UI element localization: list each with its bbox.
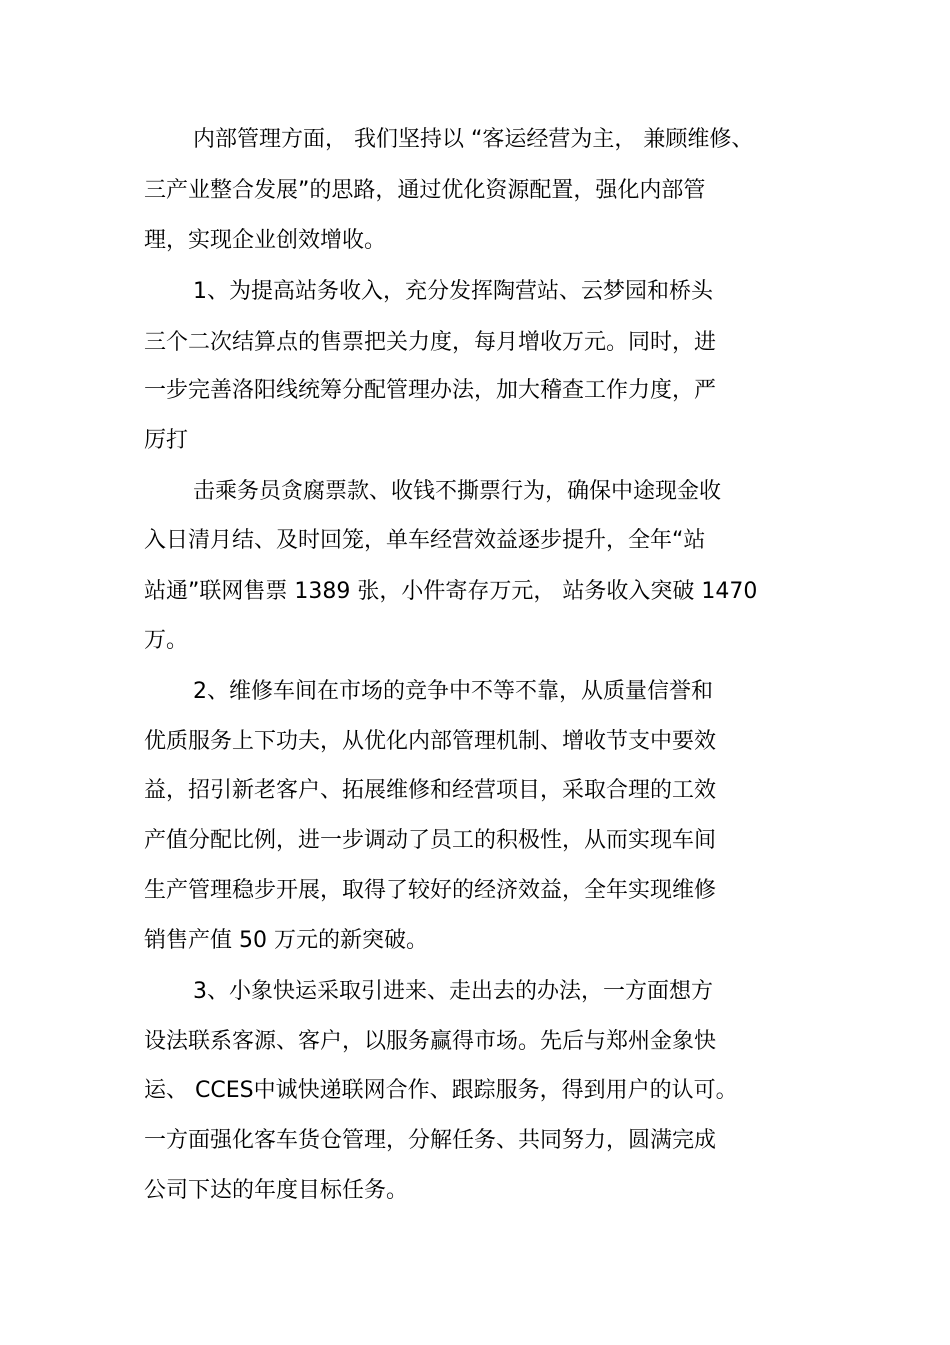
paragraph-line: 一方面强化客车货仓管理，分解任务、共同努力，圆满完成	[144, 1128, 717, 1153]
paragraph-line: 三产业整合发展”的思路，通过优化资源配置，强化内部管	[144, 178, 706, 203]
paragraph-line: 3、小象快运采取引进来、走出去的办法，一方面想方	[193, 979, 713, 1004]
paragraph-line: 1、为提高站务收入，充分发挥陶营站、云梦园和桥头	[193, 279, 713, 304]
paragraph-line: 三个二次结算点的售票把关力度，每月增收万元。同时，进	[144, 330, 717, 355]
paragraph-line: 内部管理方面， 我们坚持以 “客运经营为主， 兼顾维修、	[193, 127, 754, 152]
paragraph-line: 2、维修车间在市场的竞争中不等不靠，从质量信誉和	[193, 679, 713, 704]
paragraph-line: 销售产值 50 万元的新突破。	[144, 928, 428, 953]
paragraph-line: 一步完善洛阳线统筹分配管理办法，加大稽查工作力度，严	[144, 378, 717, 403]
paragraph-line: 入日清月结、及时回笼，单车经营效益逐步提升，全年“站	[144, 528, 706, 553]
paragraph-line: 优质服务上下功夫，从优化内部管理机制、增收节支中要效	[144, 729, 717, 754]
paragraph-line: 运、 CCES中诚快递联网合作、跟踪服务，得到用户的认可。	[144, 1078, 738, 1103]
paragraph-line: 击乘务员贪腐票款、收钱不撕票行为，确保中途现金收	[193, 479, 722, 504]
paragraph-line: 站通”联网售票 1389 张，小件寄存万元， 站务收入突破 1470	[144, 579, 758, 604]
paragraph-line: 公司下达的年度目标任务。	[144, 1178, 409, 1203]
paragraph-line: 产值分配比例，进一步调动了员工的积极性，从而实现车间	[144, 828, 717, 853]
paragraph-line: 生产管理稳步开展，取得了较好的经济效益，全年实现维修	[144, 878, 717, 903]
paragraph-line: 万。	[144, 628, 189, 653]
paragraph-line: 理，实现企业创效增收。	[144, 228, 387, 253]
paragraph-line: 益，招引新老客户、拓展维修和经营项目，采取合理的工效	[144, 778, 717, 803]
paragraph-line: 厉打	[144, 428, 189, 453]
paragraph-line: 设法联系客源、客户，以服务赢得市场。先后与郑州金象快	[144, 1029, 717, 1054]
